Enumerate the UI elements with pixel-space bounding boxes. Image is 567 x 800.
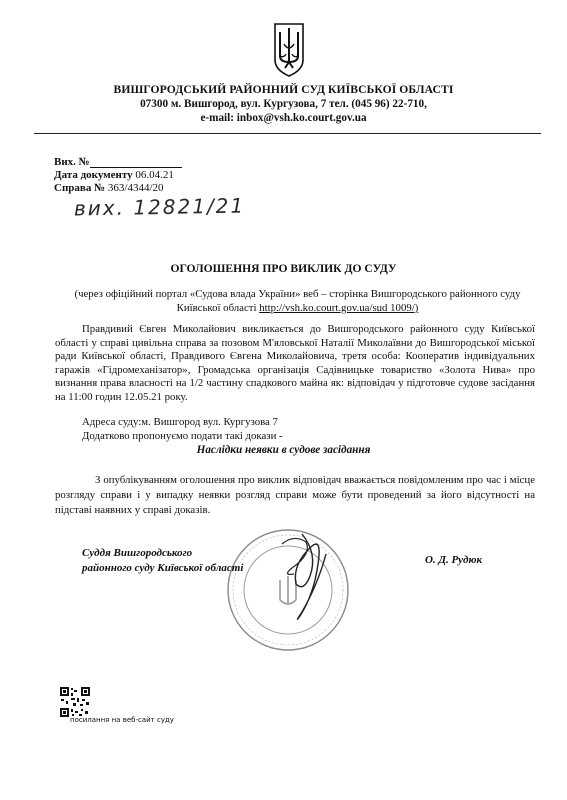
court-seal-stamp — [222, 524, 354, 656]
coat-of-arms-icon — [272, 22, 306, 78]
consequences-paragraph: З опублікуванням оголошення про виклик відповідач вважається повідомленим про час і місце розгляду справи і у випадку неявки розгляд справи може бути проведений за його відсутності на підставі наявних у справі доказів. — [55, 474, 535, 516]
outgoing-number-label: Вих. № — [54, 156, 90, 168]
judge-position — [82, 546, 243, 576]
handwritten-registration: вих. 12821/21 — [73, 193, 246, 221]
outgoing-number — [54, 156, 182, 168]
court-address: 07300 м. Вишгород, вул. Кургузова, 7 тел. (045 96) 22-710, — [140, 98, 427, 110]
judge-name: О. Д. Рудюк — [425, 554, 483, 566]
evidence-line: Додатково пропонуємо подати такі докази - — [82, 430, 283, 442]
document-date — [54, 169, 174, 181]
document-date-value: 06.04.21 — [135, 169, 174, 181]
document-date-label: Дата документу — [54, 169, 133, 181]
portal-note — [55, 287, 540, 315]
judge-position-line2: районного суду Київської області — [82, 562, 244, 574]
case-number-label: Справа № — [54, 182, 106, 194]
outgoing-number-blank — [90, 157, 182, 168]
case-number-value: 363/4344/20 — [107, 182, 164, 194]
portal-note-text: (через офіційний портал «Судова влада України» веб – сторінка Вишгородського районного суду Київської області — [74, 288, 521, 314]
portal-link[interactable]: http://vsh.ko.court.gov.ua/sud 1009/) — [259, 302, 419, 314]
header-divider — [34, 133, 541, 134]
judge-position-line1: Суддя Вишгородського — [82, 547, 193, 559]
court-name: ВИШГОРОДСЬКИЙ РАЙОННИЙ СУД КИЇВСЬКОЇ ОБЛАСТІ — [113, 83, 454, 96]
qr-code-icon[interactable] — [60, 687, 90, 717]
consequences-heading: Наслідки неявки в судове засідання — [196, 444, 371, 456]
qr-caption: посилання на веб-сайт суду — [70, 716, 174, 724]
document-title: ОГОЛОШЕННЯ ПРО ВИКЛИК ДО СУДУ — [170, 262, 397, 275]
court-address-line: Адреса суду:м. Вишгород вул. Кургузова 7 — [82, 416, 278, 428]
summons-paragraph: Правдивий Євген Миколайович викликається до Вишгородського районного суду Київської області у справі цивільна справа за позовом М'яловської Наталії Миколаївни до Вишгородської міської ради Київської області, Правдивого Євгена Миколайовича, третя особа: Кооператив індивідуальних гаражів «Гідромеханізатор», Громадська організація Садівницьке товариство «Золота Нива» про визнання права власності на 1/2 частину спадкового майна як: відповідач у підготовче судове засідання на 11:00 годин 12.05.21 року. — [55, 323, 535, 403]
court-email: e-mail: inbox@vsh.ko.court.gov.ua — [200, 112, 367, 124]
case-number — [54, 182, 164, 194]
